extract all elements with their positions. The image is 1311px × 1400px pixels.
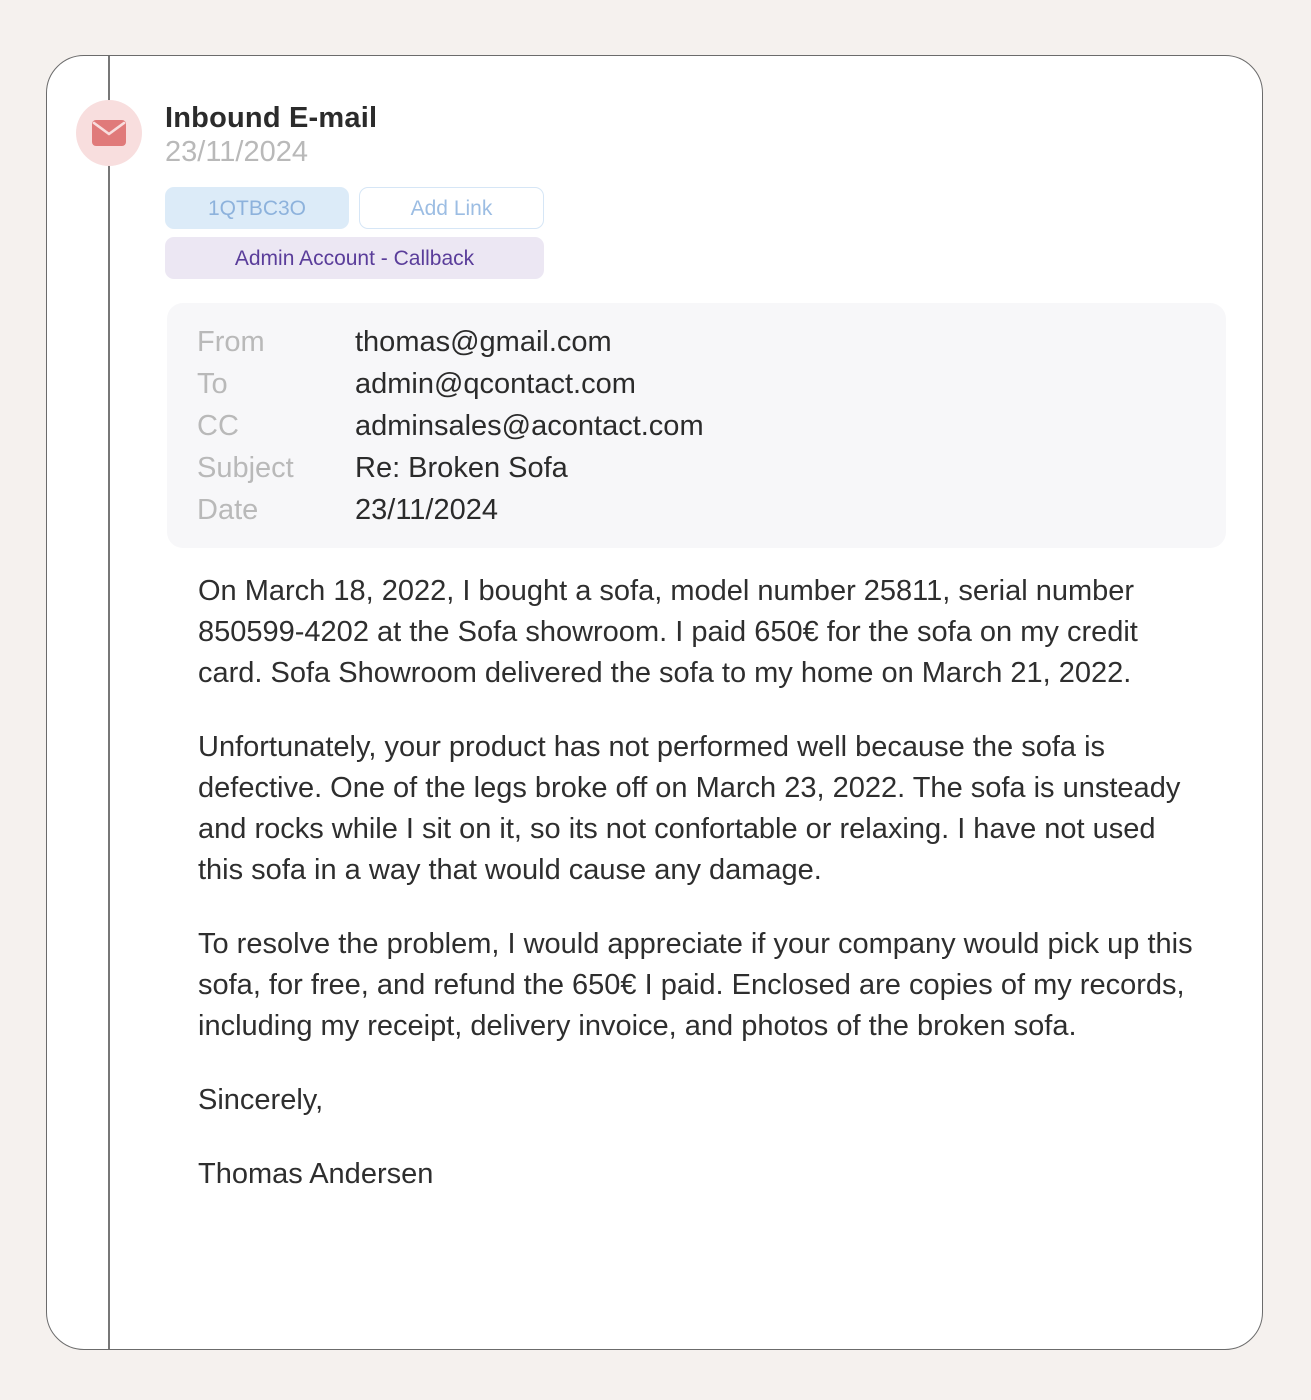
to-address: admin@qcontact.com — [355, 367, 636, 400]
body-paragraph: To resolve the problem, I would appreciate if your company would pick up this sofa, for free, and refund the 650€ I paid. Enclosed are copies of my records, including my receipt, delivery invoice, and photos of the broken sofa. — [198, 928, 1193, 1042]
email-closing: Sincerely, — [198, 1084, 324, 1116]
email-date: 23/11/2024 — [165, 136, 308, 168]
account-chip[interactable]: Admin Account - Callback — [165, 237, 544, 279]
cc-address: adminsales@acontact.com — [355, 409, 704, 442]
meta-row-cc — [197, 405, 704, 447]
meta-row-from — [197, 321, 612, 363]
meta-label: To — [197, 367, 228, 400]
timeline-line — [108, 56, 110, 1349]
body-paragraph: Unfortunately, your product has not performed well because the sofa is defective. One of the legs broke off on March 23, 2022. The sofa is unsteady and rocks while I sit on it, so its not confortable or relaxing. I have not used this sofa in a way that would cause any damage. — [198, 731, 1181, 886]
email-card — [46, 55, 1263, 1350]
meta-row-to — [197, 363, 636, 405]
email-type-badge — [76, 100, 142, 166]
meta-row-subject — [197, 447, 568, 489]
case-id-chip[interactable]: 1QTBC3O — [165, 187, 349, 229]
from-address: thomas@gmail.com — [355, 325, 612, 358]
meta-label: CC — [197, 409, 239, 442]
meta-label: From — [197, 325, 265, 358]
sent-date-value: 23/11/2024 — [355, 493, 498, 526]
meta-label: Date — [197, 493, 259, 526]
email-signature: Thomas Andersen — [198, 1158, 434, 1190]
meta-row-date — [197, 489, 498, 531]
email-header-details — [167, 303, 1226, 548]
email-body — [198, 571, 1208, 1228]
email-type-title: Inbound E-mail — [165, 102, 378, 134]
body-paragraph: On March 18, 2022, I bought a sofa, model number 25811, serial number 850599-4202 at the Sofa showroom. I paid 650€ for the sofa on my credit card. Sofa Showroom delivered the sofa to my home on March 21, 2022. — [198, 575, 1138, 689]
meta-label: Subject — [197, 451, 294, 484]
envelope-icon — [92, 120, 126, 146]
add-link-button[interactable]: Add Link — [359, 187, 544, 229]
subject-value: Re: Broken Sofa — [355, 451, 568, 484]
